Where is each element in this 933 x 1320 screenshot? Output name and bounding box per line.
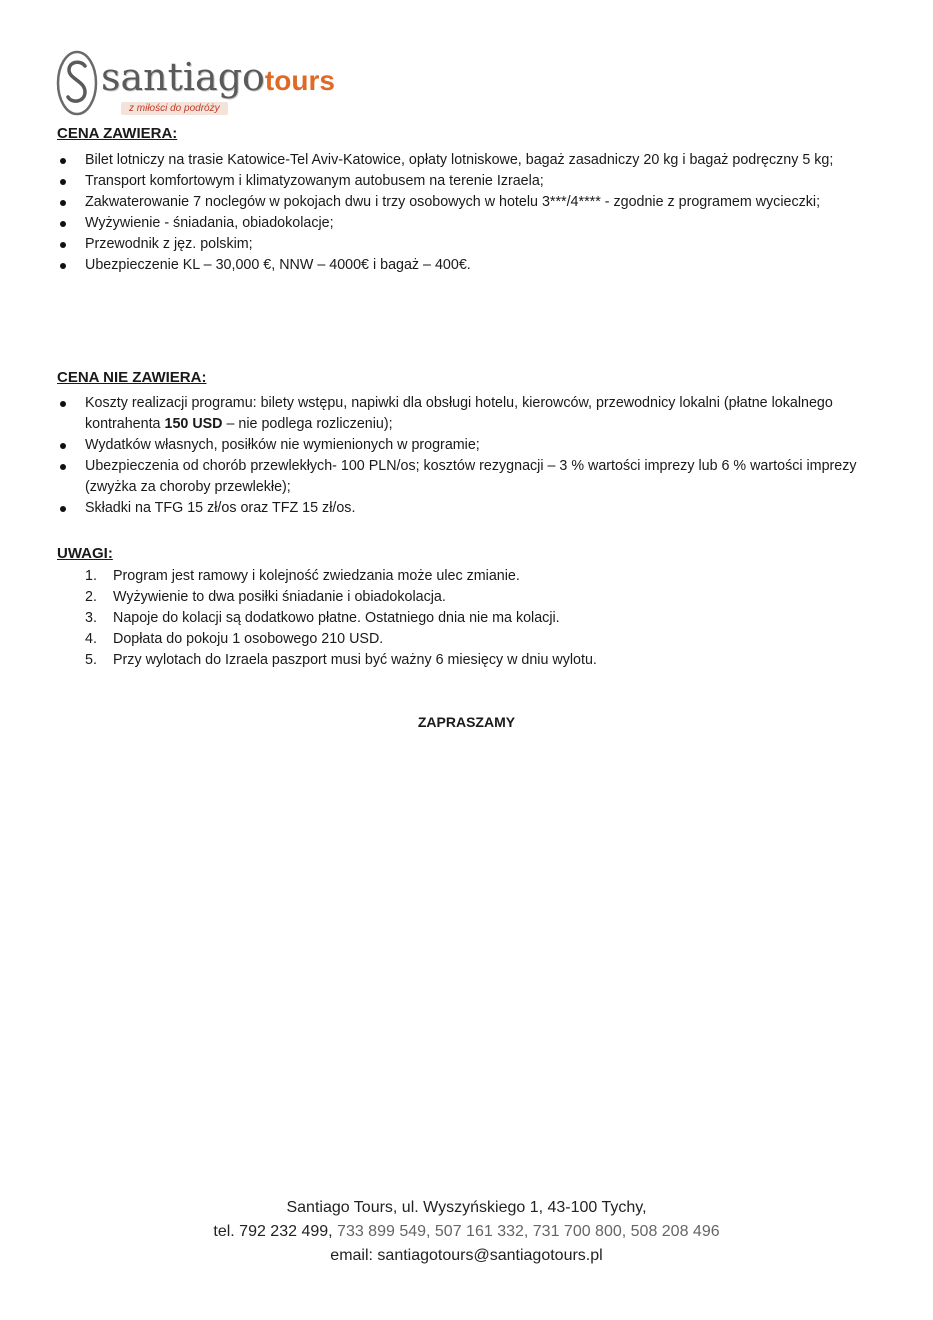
list-item-text: Przewodnik z jęz. polskim; [85,236,253,252]
list-item-text: Zakwaterowanie 7 noclegów w pokojach dwu i trzy osobowych w hotelu 3***/4**** - zgodnie z programem wycieczki; [85,194,821,210]
list-item [57,498,877,519]
list-item-text: Transport komfortowym i klimatyzowanym autobusem na terenie Izraela; [85,173,544,189]
list-item [57,234,877,255]
list-item-text: Składki na TFG 15 zł/os oraz TFZ 15 zł/os. [85,500,356,516]
list-number: 1. [85,568,97,584]
logo-brand-accent: tours [264,65,335,96]
list-item-text: Bilet lotniczy na trasie Katowice-Tel Aviv-Katowice, opłaty lotniskowe, bagaż zasadniczy 20 kg i bagaż podręczny 5 kg; [85,152,834,168]
logo-brand-main: santiago [101,55,265,99]
list-item [57,150,877,171]
list-number: 3. [85,610,97,626]
list-item-text: Przy wylotach do Izraela paszport musi być ważny 6 miesięcy w dniu wylotu. [113,652,597,668]
footer-email: email: santiagotours@santiagotours.pl [330,1247,603,1264]
notes-heading: UWAGI: [57,545,113,562]
list-item-text: – nie podlega rozliczeniu); [222,416,393,432]
excludes-list [57,393,877,519]
list-item [57,192,877,213]
list-item-text: Program jest ramowy i kolejność zwiedzania może ulec zmianie. [113,568,520,584]
list-item [85,650,865,671]
footer-contact [0,1196,933,1268]
list-item [85,587,865,608]
list-item [85,608,865,629]
list-item [85,629,865,650]
list-item [57,456,877,498]
list-item-text: Napoje do kolacji są dodatkowo płatne. Ostatniego dnia nie ma kolacji. [113,610,560,626]
includes-list [57,150,877,276]
santiago-s-emblem-icon [55,50,99,116]
list-number: 5. [85,652,97,668]
price-highlight: 150 USD [164,416,223,432]
logo-wordmark [101,55,335,99]
logo-tagline: z miłości do podróży [121,102,228,115]
list-item-text: Wyżywienie to dwa posiłki śniadanie i obiadokolacja. [113,589,446,605]
footer-phone-others: 733 899 549, 507 161 332, 731 700 800, 508 208 496 [332,1223,720,1240]
company-logo [55,50,345,120]
excludes-heading: CENA NIE ZAWIERA: [57,369,207,386]
list-item [57,255,877,276]
list-item-text: Ubezpieczenie KL – 30,000 €, NNW – 4000€ i bagaż – 400€. [85,257,471,273]
list-number: 4. [85,631,97,647]
list-item [57,393,877,435]
list-item [85,566,865,587]
list-item-text: Dopłata do pokoju 1 osobowego 210 USD. [113,631,384,647]
footer-phone-primary: tel. 792 232 499, [213,1223,333,1240]
list-item [57,213,877,234]
list-item-text: Wydatków własnych, posiłków nie wymienionych w programie; [85,437,480,453]
footer-address: Santiago Tours, ul. Wyszyńskiego 1, 43-100 Tychy, [286,1199,647,1216]
list-item-text: Wyżywienie - śniadania, obiadokolacje; [85,215,334,231]
includes-heading: CENA ZAWIERA: [57,125,178,142]
list-item [57,435,877,456]
list-item-text: Koszty realizacji programu: bilety wstępu, napiwki dla obsługi hotelu, kierowców, przewodnicy lokalni (płatne lokalnego kontrahenta [85,395,833,432]
list-item-text: Ubezpieczenia od chorób przewlekłych- 100 PLN/os; kosztów rezygnacji – 3 % wartości imprezy lub 6 % wartości imprezy (zwyżka za choroby przewlekłe); [85,458,857,495]
list-item [57,171,877,192]
notes-list [85,566,865,671]
invitation-text: ZAPRASZAMY [417,714,516,730]
list-number: 2. [85,589,97,605]
footer-phones [0,1220,933,1244]
